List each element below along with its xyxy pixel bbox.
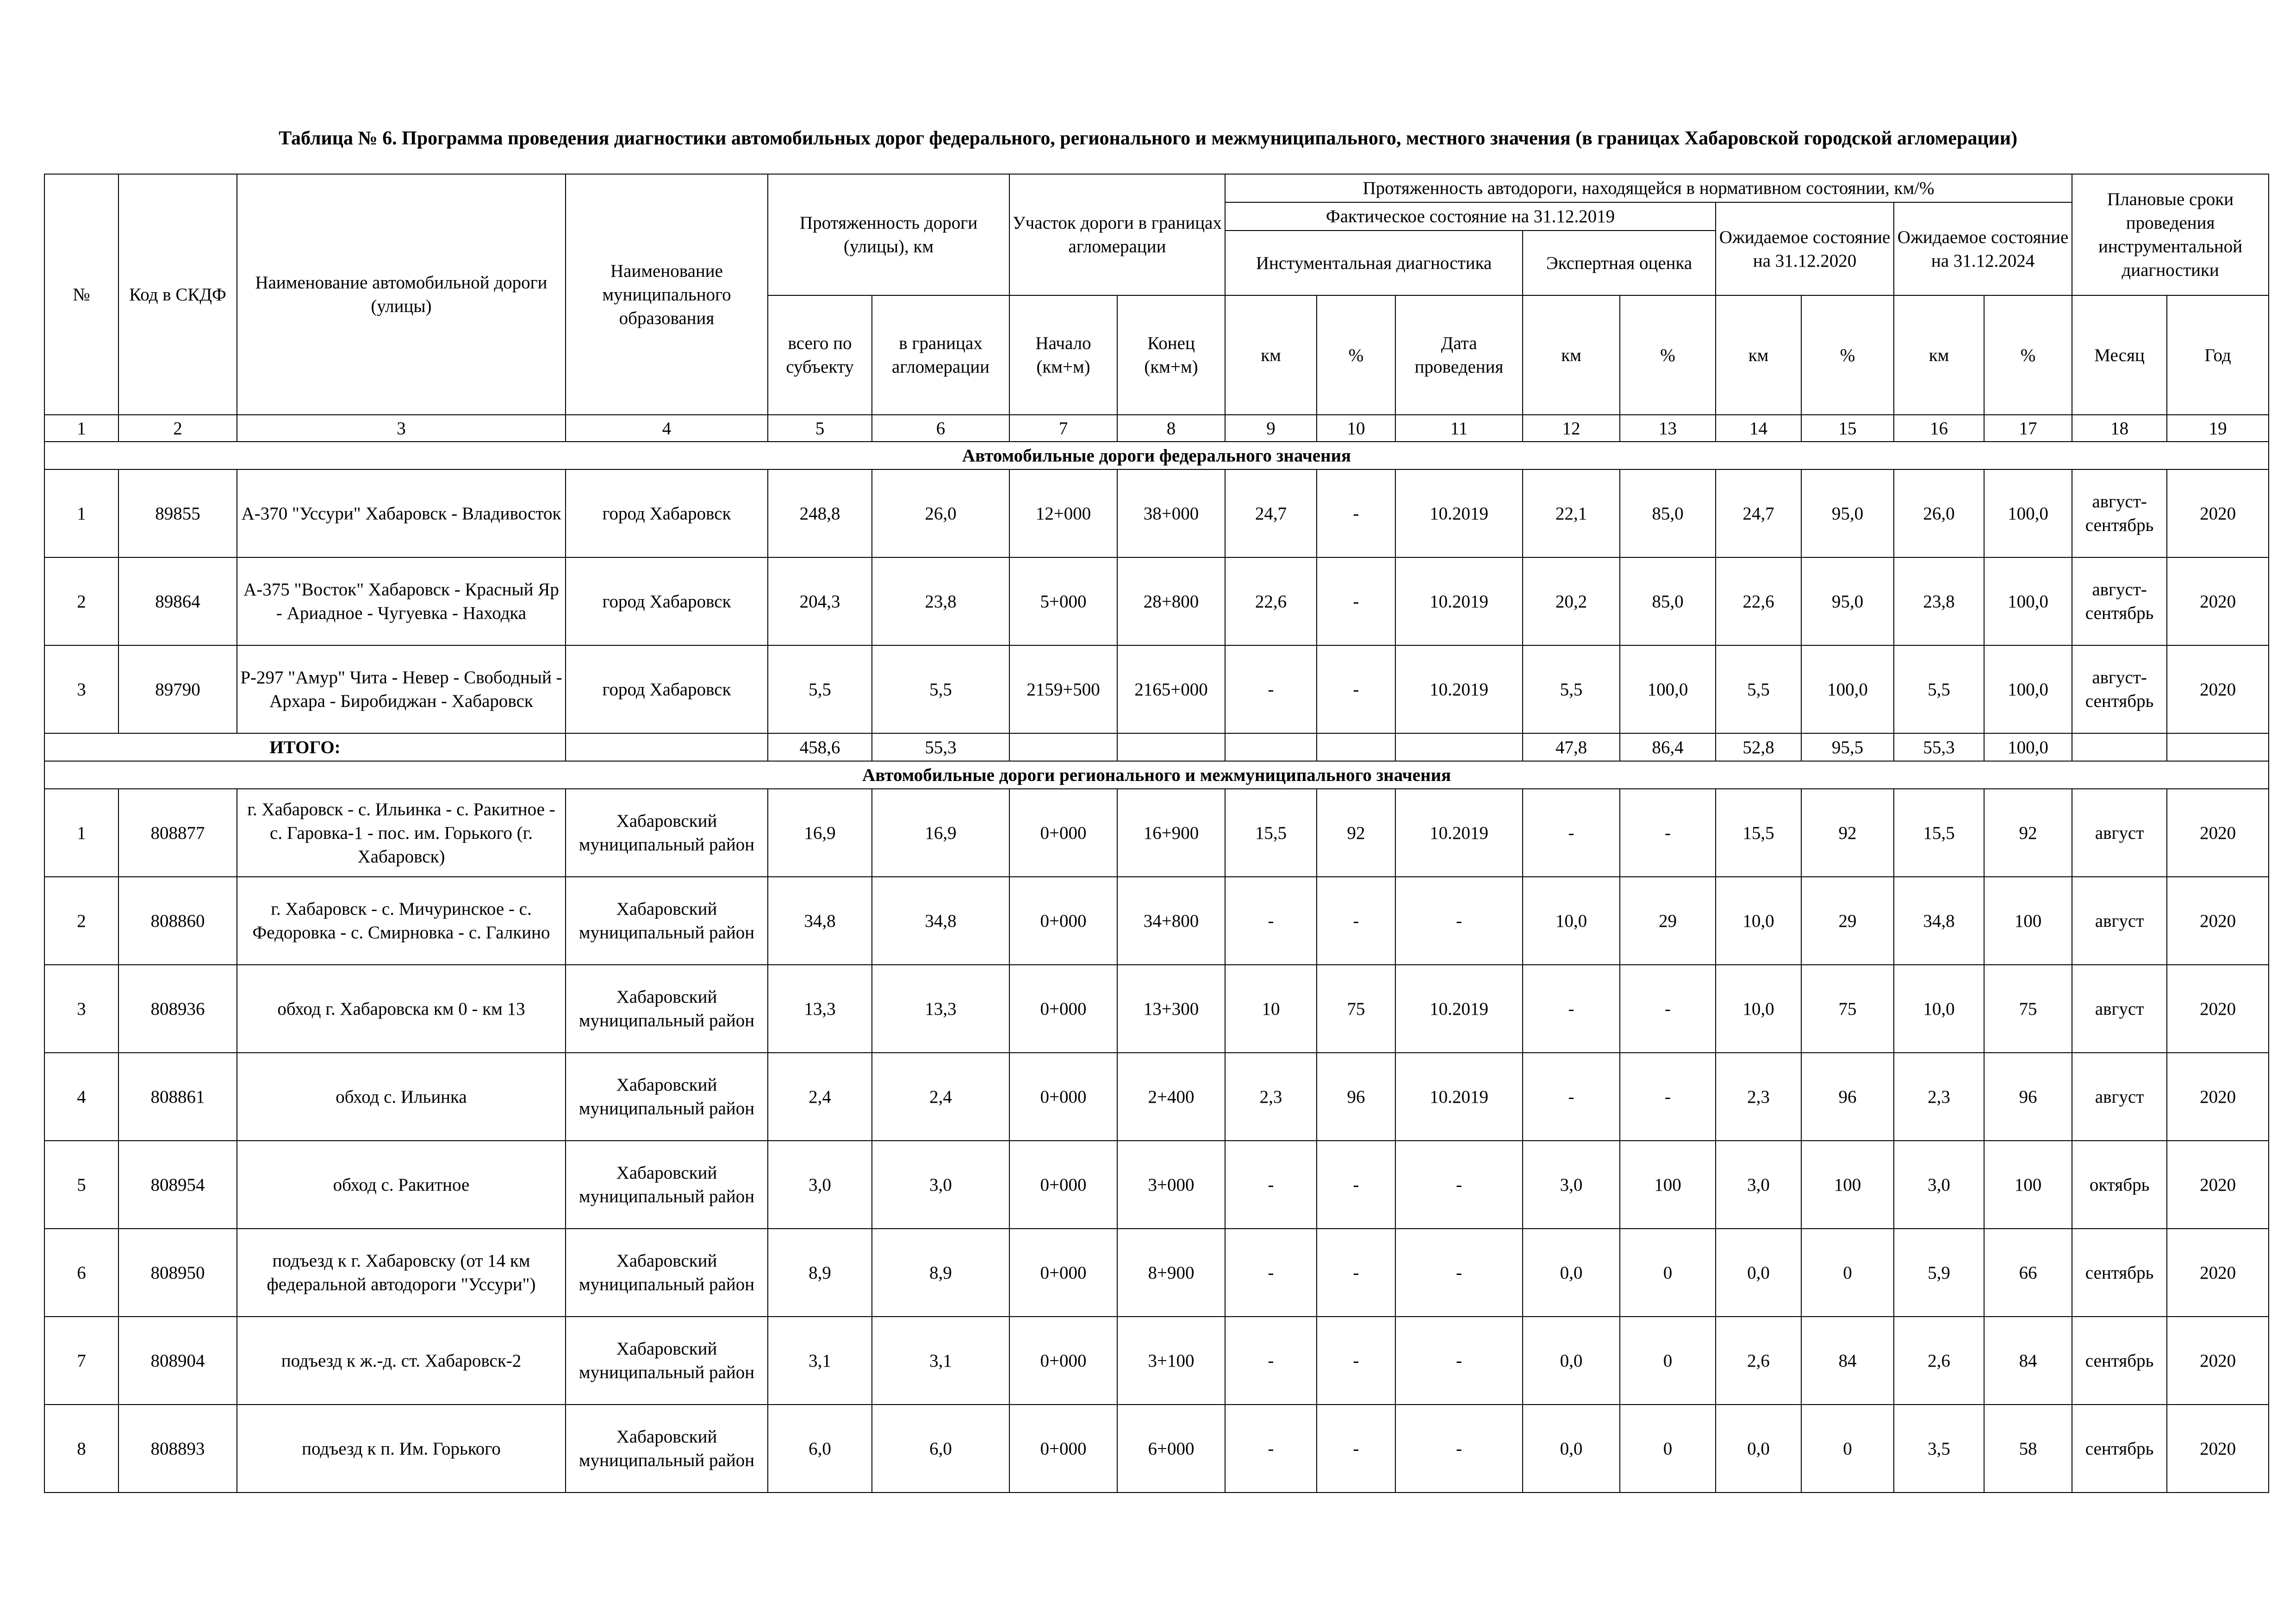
total-expert-pct: 86,4 [1620, 733, 1716, 761]
skdf-code: 808877 [118, 789, 237, 877]
expected-2024-pct: 100 [1984, 1141, 2072, 1229]
section-start: 12+000 [1009, 469, 1117, 557]
expert-km: 10,0 [1523, 877, 1620, 965]
planned-month: сентябрь [2072, 1317, 2167, 1405]
section-end: 8+900 [1117, 1229, 1225, 1317]
instr-pct: - [1317, 877, 1395, 965]
total-length-agglomeration: 55,3 [872, 733, 1009, 761]
planned-year: 2020 [2167, 789, 2269, 877]
instr-pct: - [1317, 1141, 1395, 1229]
planned-month: сентябрь [2072, 1405, 2167, 1493]
municipality: город Хабаровск [566, 645, 768, 733]
skdf-code: 808893 [118, 1405, 237, 1493]
expert-pct: 0 [1620, 1317, 1716, 1405]
instr-km: - [1225, 1405, 1317, 1493]
road-name: А-375 "Восток" Хабаровск - Красный Яр - Ариадное - Чугуевка - Находка [237, 557, 566, 645]
row-number: 2 [44, 877, 118, 965]
row-number: 1 [44, 469, 118, 557]
expected-2024-pct: 100,0 [1984, 557, 2072, 645]
section-end: 34+800 [1117, 877, 1225, 965]
header-2024-pct: % [1984, 295, 2072, 415]
length-total: 3,1 [768, 1317, 872, 1405]
skdf-code: 808954 [118, 1141, 237, 1229]
expected-2020-pct: 0 [1801, 1405, 1894, 1493]
instr-km: 10 [1225, 965, 1317, 1053]
diagnostic-date: 10.2019 [1395, 965, 1523, 1053]
expected-2020-km: 0,0 [1716, 1405, 1801, 1493]
diagnostics-table [44, 174, 2269, 1493]
expected-2024-pct: 84 [1984, 1317, 2072, 1405]
table-row [44, 645, 2269, 733]
expert-km: - [1523, 789, 1620, 877]
column-number: 7 [1009, 415, 1117, 442]
total-expected-2020-km: 52,8 [1716, 733, 1801, 761]
total-length-total: 458,6 [768, 733, 872, 761]
expected-2024-km: 34,8 [1894, 877, 1984, 965]
row-number: 7 [44, 1317, 118, 1405]
instr-km: - [1225, 1317, 1317, 1405]
instr-pct: - [1317, 557, 1395, 645]
expected-2020-km: 22,6 [1716, 557, 1801, 645]
column-number: 10 [1317, 415, 1395, 442]
header-instr-km: км [1225, 295, 1317, 415]
length-total: 3,0 [768, 1141, 872, 1229]
length-agglomeration: 26,0 [872, 469, 1009, 557]
table-row [44, 965, 2269, 1053]
section-start: 0+000 [1009, 1141, 1117, 1229]
column-number: 14 [1716, 415, 1801, 442]
planned-year: 2020 [2167, 557, 2269, 645]
expected-2020-pct: 84 [1801, 1317, 1894, 1405]
planned-month: август-сентябрь [2072, 645, 2167, 733]
total-diagnostic-date [1395, 733, 1523, 761]
column-number: 16 [1894, 415, 1984, 442]
road-name: обход г. Хабаровска км 0 - км 13 [237, 965, 566, 1053]
length-total: 8,9 [768, 1229, 872, 1317]
instr-km: 22,6 [1225, 557, 1317, 645]
expert-pct: - [1620, 965, 1716, 1053]
planned-year: 2020 [2167, 1405, 2269, 1493]
road-name: подъезд к п. Им. Горького [237, 1405, 566, 1493]
expected-2024-km: 10,0 [1894, 965, 1984, 1053]
table-row [44, 1405, 2269, 1493]
expected-2020-km: 3,0 [1716, 1141, 1801, 1229]
header-municipality: Наименование муниципального образования [566, 174, 768, 415]
column-number: 19 [2167, 415, 2269, 442]
instr-km: 2,3 [1225, 1053, 1317, 1141]
length-agglomeration: 2,4 [872, 1053, 1009, 1141]
expected-2020-km: 24,7 [1716, 469, 1801, 557]
section-row-federal [44, 442, 2269, 469]
header-year: Год [2167, 295, 2269, 415]
total-planned-month [2072, 733, 2167, 761]
row-number: 8 [44, 1405, 118, 1493]
expected-2020-pct: 96 [1801, 1053, 1894, 1141]
length-total: 204,3 [768, 557, 872, 645]
skdf-code: 808936 [118, 965, 237, 1053]
table-row [44, 469, 2269, 557]
expert-pct: 0 [1620, 1229, 1716, 1317]
planned-month: август [2072, 877, 2167, 965]
instr-km: 24,7 [1225, 469, 1317, 557]
header-num: № [44, 174, 118, 415]
column-number-row [44, 415, 2269, 442]
total-expected-2020-pct: 95,5 [1801, 733, 1894, 761]
column-number: 17 [1984, 415, 2072, 442]
length-total: 13,3 [768, 965, 872, 1053]
planned-year: 2020 [2167, 1229, 2269, 1317]
header-month: Месяц [2072, 295, 2167, 415]
header-expert-km: км [1523, 295, 1620, 415]
header-2020-pct: % [1801, 295, 1894, 415]
expert-km: 22,1 [1523, 469, 1620, 557]
header-expert-pct: % [1620, 295, 1716, 415]
skdf-code: 808861 [118, 1053, 237, 1141]
header-road-name: Наименование автомобильной дороги (улицы) [237, 174, 566, 415]
instr-pct: 92 [1317, 789, 1395, 877]
expert-pct: - [1620, 789, 1716, 877]
planned-month: август [2072, 965, 2167, 1053]
expected-2020-km: 5,5 [1716, 645, 1801, 733]
expert-pct: 85,0 [1620, 469, 1716, 557]
planned-month: август-сентябрь [2072, 557, 2167, 645]
skdf-code: 89864 [118, 557, 237, 645]
section-start: 0+000 [1009, 1053, 1117, 1141]
section-start: 0+000 [1009, 877, 1117, 965]
header-start: Начало (км+м) [1009, 295, 1117, 415]
section-end: 6+000 [1117, 1405, 1225, 1493]
expected-2020-km: 2,6 [1716, 1317, 1801, 1405]
column-number: 9 [1225, 415, 1317, 442]
column-number: 6 [872, 415, 1009, 442]
municipality: Хабаровский муниципальный район [566, 1317, 768, 1405]
diagnostic-date: 10.2019 [1395, 1053, 1523, 1141]
expected-2020-pct: 100 [1801, 1141, 1894, 1229]
municipality: Хабаровский муниципальный район [566, 965, 768, 1053]
municipality: Хабаровский муниципальный район [566, 1405, 768, 1493]
column-number: 4 [566, 415, 768, 442]
expected-2024-pct: 66 [1984, 1229, 2072, 1317]
municipality: Хабаровский муниципальный район [566, 1053, 768, 1141]
row-number: 1 [44, 789, 118, 877]
total-planned-year [2167, 733, 2269, 761]
section-end: 2+400 [1117, 1053, 1225, 1141]
expected-2024-pct: 92 [1984, 789, 2072, 877]
header-expected-2020: Ожидаемое состояние на 31.12.2020 [1716, 202, 1894, 295]
expected-2020-km: 2,3 [1716, 1053, 1801, 1141]
length-total: 6,0 [768, 1405, 872, 1493]
expected-2020-pct: 100,0 [1801, 645, 1894, 733]
planned-year: 2020 [2167, 965, 2269, 1053]
road-name: обход с. Ракитное [237, 1141, 566, 1229]
length-agglomeration: 8,9 [872, 1229, 1009, 1317]
planned-year: 2020 [2167, 877, 2269, 965]
section-start: 0+000 [1009, 1229, 1117, 1317]
expected-2020-pct: 95,0 [1801, 469, 1894, 557]
road-name: г. Хабаровск - с. Ильинка - с. Ракитное - с. Гаровка-1 - пос. им. Горького (г. Хабаровск) [237, 789, 566, 877]
road-name: подъезд к г. Хабаровску (от 14 км федеральной автодороги "Уссури") [237, 1229, 566, 1317]
table-row [44, 789, 2269, 877]
planned-year: 2020 [2167, 1141, 2269, 1229]
planned-year: 2020 [2167, 469, 2269, 557]
column-number: 11 [1395, 415, 1523, 442]
header-date: Дата проведения [1395, 295, 1523, 415]
length-agglomeration: 3,0 [872, 1141, 1009, 1229]
length-agglomeration: 6,0 [872, 1405, 1009, 1493]
row-number: 4 [44, 1053, 118, 1141]
column-number: 15 [1801, 415, 1894, 442]
planned-month: август [2072, 1053, 2167, 1141]
expert-km: - [1523, 965, 1620, 1053]
total-instr-km [1225, 733, 1317, 761]
expert-pct: 100 [1620, 1141, 1716, 1229]
expected-2024-pct: 96 [1984, 1053, 2072, 1141]
row-number: 2 [44, 557, 118, 645]
expected-2024-km: 3,5 [1894, 1405, 1984, 1493]
planned-month: август-сентябрь [2072, 469, 2167, 557]
section-row-regional [44, 761, 2269, 789]
skdf-code: 808904 [118, 1317, 237, 1405]
section-start: 2159+500 [1009, 645, 1117, 733]
diagnostic-date: 10.2019 [1395, 469, 1523, 557]
length-agglomeration: 3,1 [872, 1317, 1009, 1405]
instr-pct: - [1317, 469, 1395, 557]
expected-2024-pct: 100,0 [1984, 645, 2072, 733]
length-agglomeration: 23,8 [872, 557, 1009, 645]
section-start: 0+000 [1009, 1405, 1117, 1493]
table-row [44, 1229, 2269, 1317]
expert-km: 0,0 [1523, 1405, 1620, 1493]
total-expected-2024-pct: 100,0 [1984, 733, 2072, 761]
header-total-subject: всего по субъекту [768, 295, 872, 415]
expected-2024-pct: 100 [1984, 877, 2072, 965]
length-total: 248,8 [768, 469, 872, 557]
expected-2024-km: 3,0 [1894, 1141, 1984, 1229]
expected-2024-km: 2,3 [1894, 1053, 1984, 1141]
column-number: 1 [44, 415, 118, 442]
instr-km: 15,5 [1225, 789, 1317, 877]
expected-2020-km: 10,0 [1716, 877, 1801, 965]
planned-year: 2020 [2167, 1053, 2269, 1141]
road-name: г. Хабаровск - с. Мичуринское - с. Федоровка - с. Смирновка - с. Галкино [237, 877, 566, 965]
diagnostic-date: - [1395, 1317, 1523, 1405]
expert-pct: 85,0 [1620, 557, 1716, 645]
road-name: Р-297 "Амур" Чита - Невер - Свободный - Архара - Биробиджан - Хабаровск [237, 645, 566, 733]
expected-2024-km: 5,5 [1894, 645, 1984, 733]
header-instrumental: Инстументальная диагностика [1225, 231, 1523, 295]
instr-km: - [1225, 877, 1317, 965]
column-number: 8 [1117, 415, 1225, 442]
planned-year: 2020 [2167, 1317, 2269, 1405]
expert-km: 20,2 [1523, 557, 1620, 645]
length-agglomeration: 5,5 [872, 645, 1009, 733]
planned-year: 2020 [2167, 645, 2269, 733]
skdf-code: 89855 [118, 469, 237, 557]
header-row-1 [44, 174, 2269, 202]
expert-km: 0,0 [1523, 1229, 1620, 1317]
header-actual: Фактическое состояние на 31.12.2019 [1225, 202, 1716, 231]
instr-pct: - [1317, 1317, 1395, 1405]
instr-pct: - [1317, 645, 1395, 733]
expert-pct: 100,0 [1620, 645, 1716, 733]
section-title-federal: Автомобильные дороги федерального значения [44, 442, 2269, 469]
municipality: Хабаровский муниципальный район [566, 789, 768, 877]
expected-2020-pct: 29 [1801, 877, 1894, 965]
expert-km: 5,5 [1523, 645, 1620, 733]
section-start: 0+000 [1009, 1317, 1117, 1405]
expected-2020-pct: 0 [1801, 1229, 1894, 1317]
length-total: 16,9 [768, 789, 872, 877]
total-expected-2024-km: 55,3 [1894, 733, 1984, 761]
header-instr-pct: % [1317, 295, 1395, 415]
planned-month: сентябрь [2072, 1229, 2167, 1317]
planned-month: август [2072, 789, 2167, 877]
municipality: Хабаровский муниципальный район [566, 877, 768, 965]
column-number: 5 [768, 415, 872, 442]
column-number: 13 [1620, 415, 1716, 442]
expected-2020-pct: 92 [1801, 789, 1894, 877]
expected-2024-km: 26,0 [1894, 469, 1984, 557]
table-row [44, 877, 2269, 965]
total-instr-pct [1317, 733, 1395, 761]
planned-month: октябрь [2072, 1141, 2167, 1229]
section-start: 0+000 [1009, 965, 1117, 1053]
header-2020-km: км [1716, 295, 1801, 415]
total-empty-cell [566, 733, 768, 761]
table-row [44, 1141, 2269, 1229]
section-start: 0+000 [1009, 789, 1117, 877]
municipality: город Хабаровск [566, 557, 768, 645]
expected-2024-pct: 75 [1984, 965, 2072, 1053]
column-number: 18 [2072, 415, 2167, 442]
row-number: 6 [44, 1229, 118, 1317]
table-row [44, 1317, 2269, 1405]
municipality: Хабаровский муниципальный район [566, 1229, 768, 1317]
length-total: 34,8 [768, 877, 872, 965]
header-section: Участок дороги в границах агломерации [1009, 174, 1225, 295]
section-end: 3+000 [1117, 1141, 1225, 1229]
road-name: А-370 "Уссури" Хабаровск - Владивосток [237, 469, 566, 557]
section-title-regional: Автомобильные дороги регионального и межмуниципального значения [44, 761, 2269, 789]
section-end: 28+800 [1117, 557, 1225, 645]
skdf-code: 808860 [118, 877, 237, 965]
row-number: 5 [44, 1141, 118, 1229]
length-agglomeration: 34,8 [872, 877, 1009, 965]
header-2024-km: км [1894, 295, 1984, 415]
header-normative: Протяженность автодороги, находящейся в нормативном состоянии, км/% [1225, 174, 2072, 202]
expected-2020-km: 15,5 [1716, 789, 1801, 877]
total-expert-km: 47,8 [1523, 733, 1620, 761]
table-title: Таблица № 6. Программа проведения диагностики автомобильных дорог федерального, регионального и межмуниципального, местного значения (в границах Хабаровской городской агломерации) [279, 128, 2017, 149]
header-in-agglomeration: в границах агломерации [872, 295, 1009, 415]
instr-km: - [1225, 1141, 1317, 1229]
length-agglomeration: 13,3 [872, 965, 1009, 1053]
total-section-start [1009, 733, 1117, 761]
instr-pct: - [1317, 1229, 1395, 1317]
length-total: 5,5 [768, 645, 872, 733]
section-end: 16+900 [1117, 789, 1225, 877]
expert-pct: - [1620, 1053, 1716, 1141]
section-end: 38+000 [1117, 469, 1225, 557]
table-row [44, 1053, 2269, 1141]
diagnostic-date: - [1395, 1405, 1523, 1493]
instr-pct: - [1317, 1405, 1395, 1493]
column-number: 2 [118, 415, 237, 442]
instr-km: - [1225, 645, 1317, 733]
table-row [44, 557, 2269, 645]
diagnostic-date: - [1395, 1141, 1523, 1229]
road-name: обход с. Ильинка [237, 1053, 566, 1141]
road-name: подъезд к ж.-д. ст. Хабаровск-2 [237, 1317, 566, 1405]
expected-2020-pct: 95,0 [1801, 557, 1894, 645]
expected-2024-pct: 100,0 [1984, 469, 2072, 557]
expert-km: 0,0 [1523, 1317, 1620, 1405]
instr-pct: 96 [1317, 1053, 1395, 1141]
instr-pct: 75 [1317, 965, 1395, 1053]
section-end: 13+300 [1117, 965, 1225, 1053]
skdf-code: 808950 [118, 1229, 237, 1317]
section-start: 5+000 [1009, 557, 1117, 645]
diagnostic-date: 10.2019 [1395, 789, 1523, 877]
instr-km: - [1225, 1229, 1317, 1317]
length-agglomeration: 16,9 [872, 789, 1009, 877]
header-length: Протяженность дороги (улицы), км [768, 174, 1009, 295]
diagnostic-date: 10.2019 [1395, 557, 1523, 645]
municipality: Хабаровский муниципальный район [566, 1141, 768, 1229]
expert-km: - [1523, 1053, 1620, 1141]
diagnostic-date: - [1395, 1229, 1523, 1317]
skdf-code: 89790 [118, 645, 237, 733]
expected-2020-km: 10,0 [1716, 965, 1801, 1053]
expected-2024-km: 5,9 [1894, 1229, 1984, 1317]
header-expected-2024: Ожидаемое состояние на 31.12.2024 [1894, 202, 2072, 295]
header-planned: Плановые сроки проведения инструментальной диагностики [2072, 174, 2269, 295]
section-end: 3+100 [1117, 1317, 1225, 1405]
total-row [44, 733, 2269, 761]
section-end: 2165+000 [1117, 645, 1225, 733]
expected-2024-km: 15,5 [1894, 789, 1984, 877]
expert-pct: 29 [1620, 877, 1716, 965]
expert-pct: 0 [1620, 1405, 1716, 1493]
expected-2024-km: 23,8 [1894, 557, 1984, 645]
column-number: 12 [1523, 415, 1620, 442]
column-number: 3 [237, 415, 566, 442]
expected-2024-km: 2,6 [1894, 1317, 1984, 1405]
diagnostic-date: - [1395, 877, 1523, 965]
row-number: 3 [44, 965, 118, 1053]
diagnostic-date: 10.2019 [1395, 645, 1523, 733]
expert-km: 3,0 [1523, 1141, 1620, 1229]
expected-2020-pct: 75 [1801, 965, 1894, 1053]
expected-2020-km: 0,0 [1716, 1229, 1801, 1317]
municipality: город Хабаровск [566, 469, 768, 557]
header-expert: Экспертная оценка [1523, 231, 1716, 295]
header-end: Конец (км+м) [1117, 295, 1225, 415]
expected-2024-pct: 58 [1984, 1405, 2072, 1493]
length-total: 2,4 [768, 1053, 872, 1141]
header-code: Код в СКДФ [118, 174, 237, 415]
total-section-end [1117, 733, 1225, 761]
total-label: ИТОГО: [44, 733, 566, 761]
row-number: 3 [44, 645, 118, 733]
